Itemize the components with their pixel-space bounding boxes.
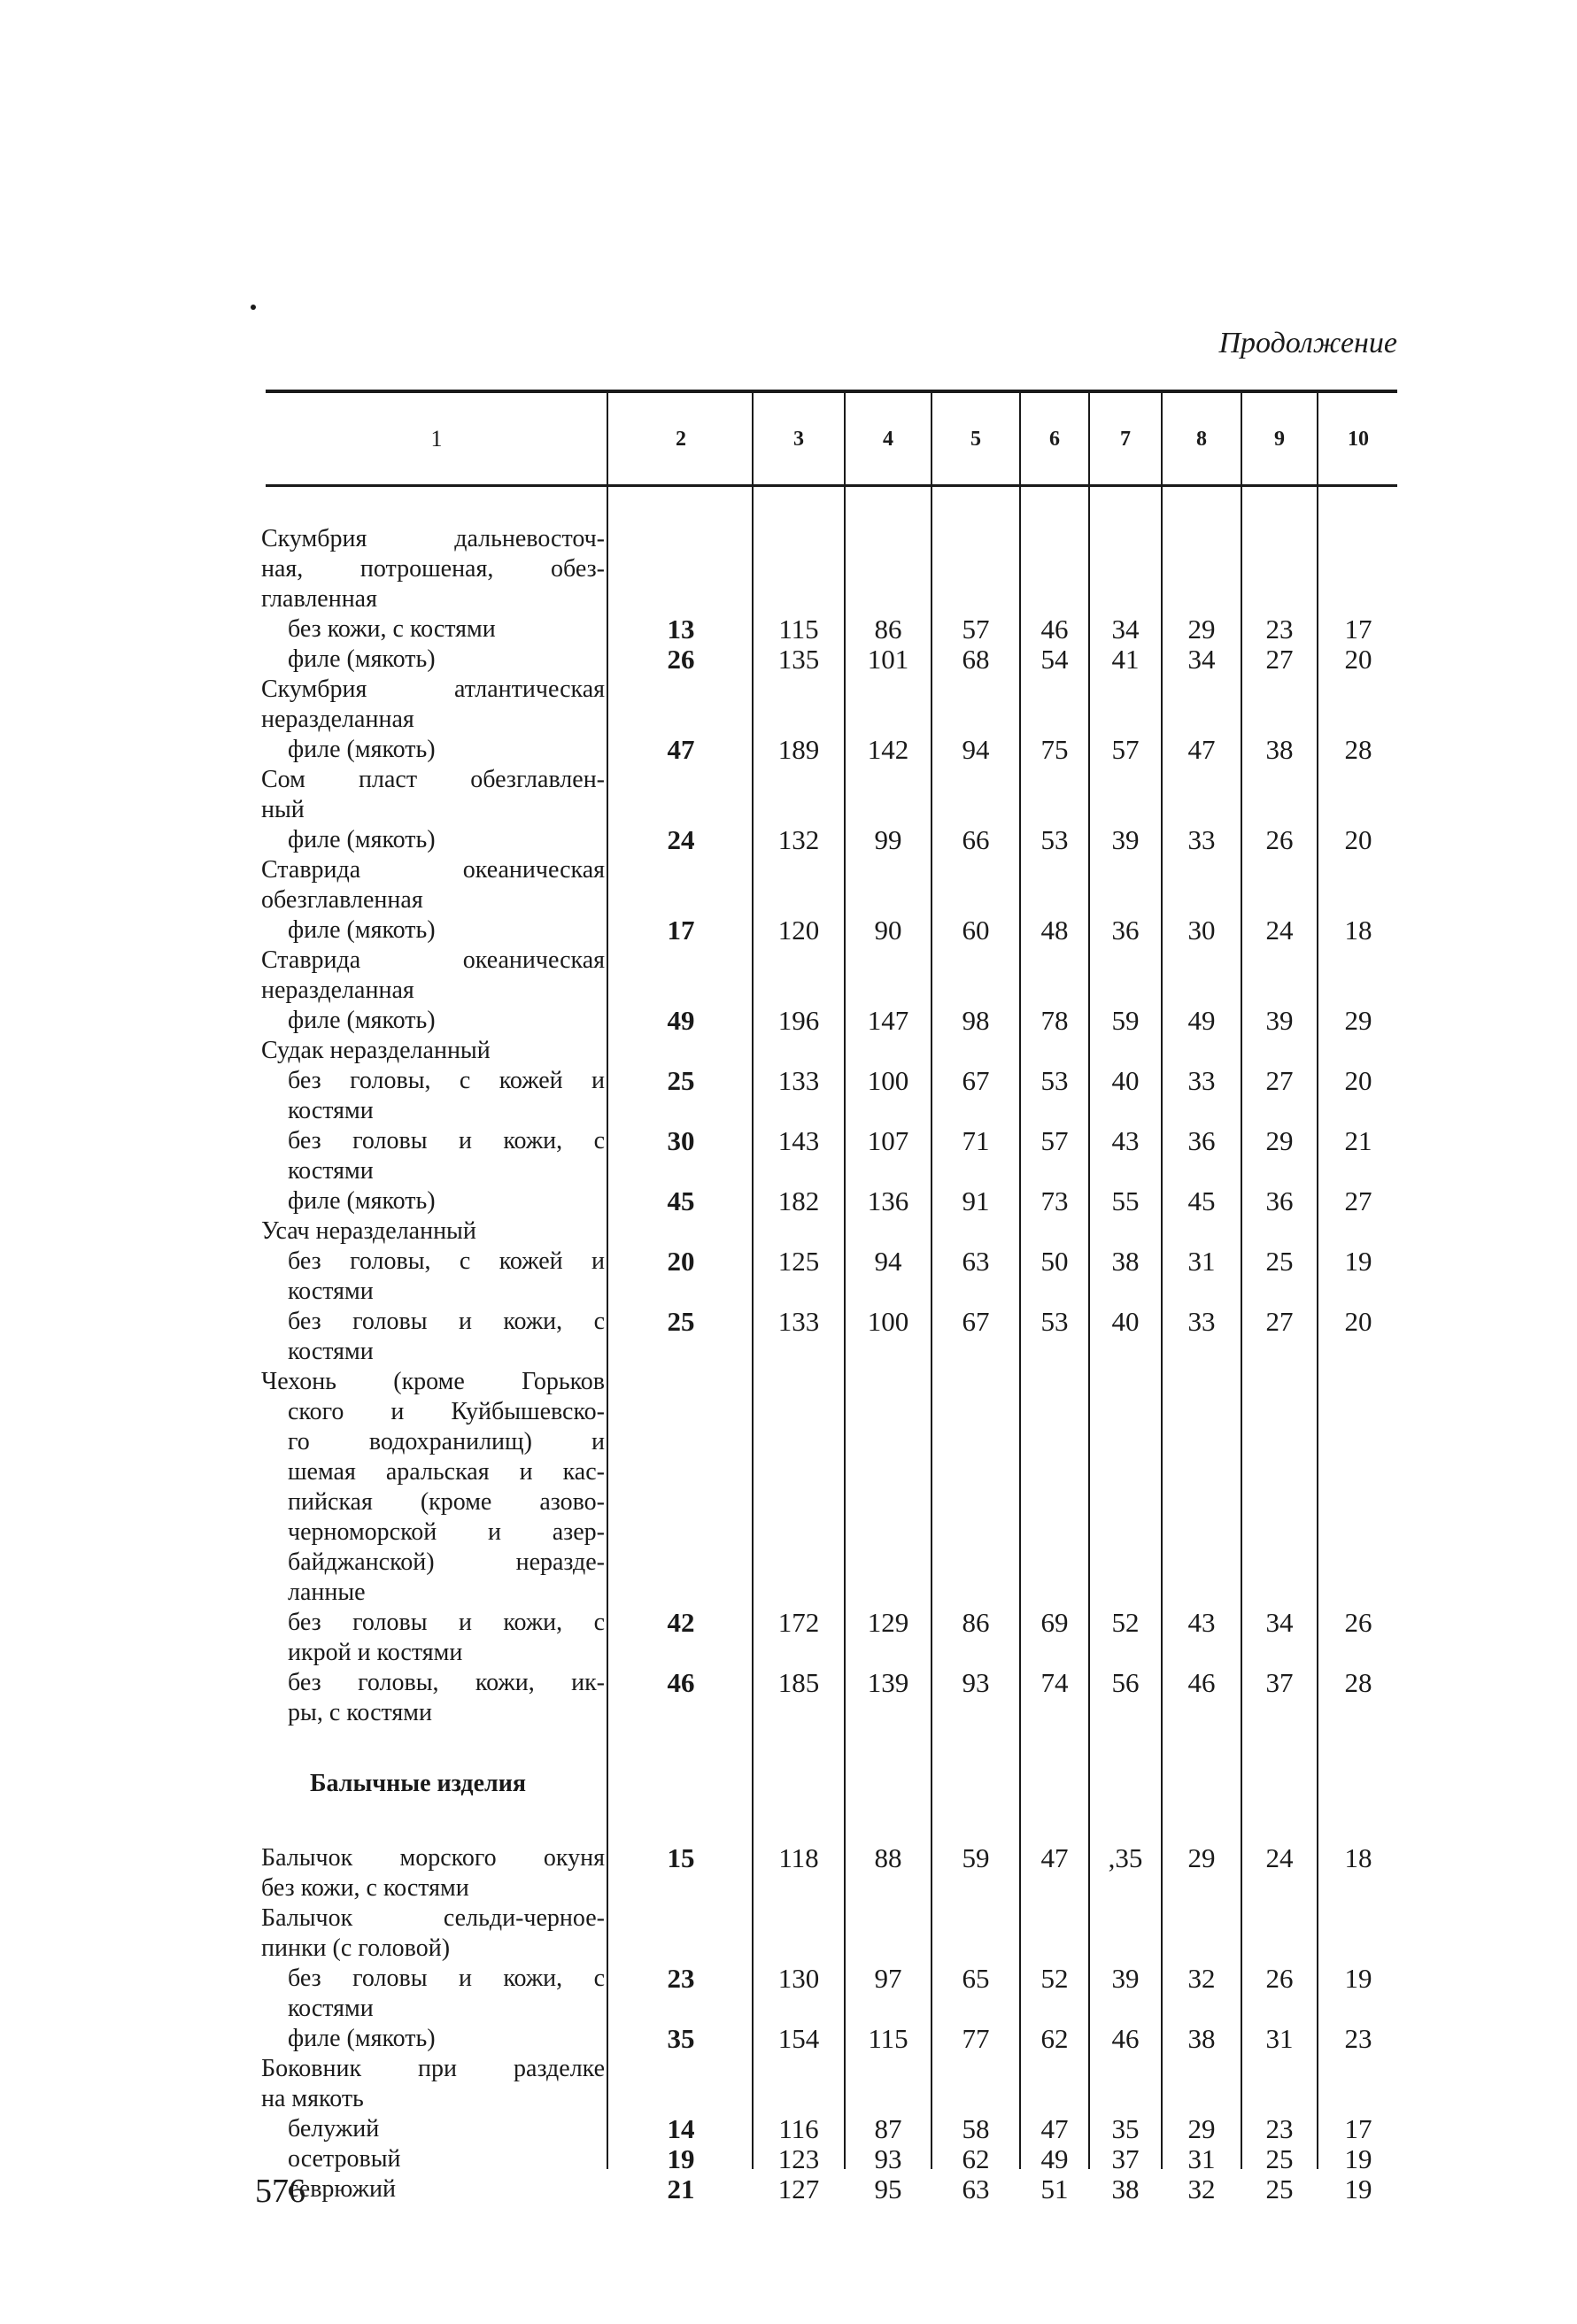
column-header-5: 5: [970, 428, 981, 451]
table-cell-col-8: 32: [1187, 1963, 1216, 1994]
row-label-line: филе (мякоть): [288, 1187, 436, 1215]
row-label-line: костями: [288, 1097, 374, 1124]
table-cell-col-5: 68: [962, 644, 990, 675]
table-cell-col-3: 132: [777, 824, 820, 855]
table-cell-col-6: 47: [1040, 2113, 1069, 2144]
table-cell-col-6: 73: [1040, 1185, 1069, 1216]
table-cell-col-7: 40: [1111, 1065, 1140, 1096]
table-cell-col-5: 67: [962, 1306, 990, 1337]
table-cell-col-8: 43: [1187, 1607, 1216, 1638]
table-cell-col-5: 63: [962, 1246, 990, 1277]
table-cell-col-5: 63: [962, 2173, 990, 2204]
row-label-line: костями: [288, 1278, 374, 1305]
table-cell-col-9: 23: [1265, 614, 1294, 645]
table-cell-col-8: 33: [1187, 1306, 1216, 1337]
table-cell-col-5: 71: [962, 1125, 990, 1156]
table-cell-col-4: 136: [867, 1185, 909, 1216]
column-header-8: 8: [1196, 428, 1207, 451]
row-label-line: черноморской и азер-: [288, 1518, 605, 1546]
table-cell-col-9: 34: [1265, 1607, 1294, 1638]
table-cell-col-8: 33: [1187, 1065, 1216, 1096]
table-cell-col-2: 30: [667, 1125, 695, 1156]
table-cell-col-5: 91: [962, 1185, 990, 1216]
table-cell-col-8: 47: [1187, 734, 1216, 765]
table-cell-col-3: 135: [777, 644, 820, 675]
table-cell-col-5: 67: [962, 1065, 990, 1096]
column-header-9: 9: [1274, 428, 1285, 451]
section-title: Балычные изделия: [310, 1770, 527, 1797]
table-cell-col-4: 115: [868, 2023, 908, 2054]
table-cell-col-3: 133: [777, 1306, 820, 1337]
table-cell-col-6: 50: [1040, 1246, 1069, 1277]
table-cell-col-9: 27: [1265, 1065, 1294, 1096]
table-cell-col-4: 139: [867, 1667, 909, 1698]
row-label-line: филе (мякоть): [288, 736, 436, 763]
row-label-line: севрюжий: [288, 2175, 396, 2203]
table-cell-col-8: 38: [1187, 2023, 1216, 2054]
row-label-line: без головы и кожи, с: [288, 1127, 605, 1154]
table-cell-col-2: 49: [667, 1005, 695, 1036]
row-label-line: костями: [288, 1338, 374, 1365]
column-header-10: 10: [1348, 428, 1369, 451]
row-label-line: неразделанная: [261, 706, 414, 733]
table-cell-col-7: 41: [1111, 644, 1140, 675]
table-cell-col-8: 29: [1187, 1842, 1216, 1873]
table-cell-col-7: ,35: [1108, 1842, 1143, 1873]
table-cell-col-3: 196: [777, 1005, 820, 1036]
row-label-line: белужий: [288, 2115, 380, 2143]
table-cell-col-6: 78: [1040, 1005, 1069, 1036]
table-cell-col-6: 51: [1040, 2173, 1069, 2204]
row-label-line: шемая аральская и кас-: [288, 1458, 605, 1486]
row-label-line: байджанской) нераздe-: [288, 1548, 605, 1576]
table-cell-col-3: 133: [777, 1065, 820, 1096]
row-label-line: костями: [288, 1995, 374, 2022]
table-cell-col-2: 20: [667, 1246, 695, 1277]
table-cell-col-6: 54: [1040, 644, 1069, 675]
table-cell-col-6: 75: [1040, 734, 1069, 765]
table-cell-col-4: 88: [874, 1842, 902, 1873]
table-cell-col-5: 94: [962, 734, 990, 765]
table-cell-col-2: 47: [667, 734, 695, 765]
table-cell-col-9: 38: [1265, 734, 1294, 765]
table-cell-col-9: 24: [1265, 1842, 1294, 1873]
table-cell-col-7: 43: [1111, 1125, 1140, 1156]
table-cell-col-5: 65: [962, 1963, 990, 1994]
table-cell-col-9: 26: [1265, 1963, 1294, 1994]
table-cell-col-7: 37: [1111, 2143, 1140, 2174]
row-label-line: Судак неразделанный: [261, 1037, 491, 1064]
table-cell-col-3: 182: [777, 1185, 820, 1216]
table-cell-col-4: 95: [874, 2173, 902, 2204]
table-cell-col-9: 26: [1265, 824, 1294, 855]
table-cell-col-7: 46: [1111, 2023, 1140, 2054]
table-cell-col-7: 38: [1111, 1246, 1140, 1277]
table-cell-col-10: 18: [1344, 915, 1372, 946]
table-cell-col-10: 19: [1344, 1246, 1372, 1277]
column-header-3: 3: [793, 428, 804, 451]
row-label-line: Ставрида океаническая: [261, 856, 605, 884]
column-header-6: 6: [1049, 428, 1060, 451]
table-top-rule: [266, 390, 1397, 393]
table-cell-col-2: 26: [667, 644, 695, 675]
table-cell-col-7: 57: [1111, 734, 1140, 765]
table-cell-col-5: 58: [962, 2113, 990, 2144]
table-cell-col-2: 35: [667, 2023, 695, 2054]
continuation-label: Продолжение: [1218, 327, 1397, 359]
row-label-line: Ставрида океаническая: [261, 946, 605, 974]
table-cell-col-7: 59: [1111, 1005, 1140, 1036]
table-cell-col-2: 19: [667, 2143, 695, 2174]
row-label-line: Боковник при разделке: [261, 2055, 605, 2082]
row-label-line: ная, потрошеная, обез-: [261, 555, 605, 583]
table-cell-col-10: 27: [1344, 1185, 1372, 1216]
table-cell-col-6: 48: [1040, 915, 1069, 946]
table-cell-col-5: 57: [962, 614, 990, 645]
table-cell-col-4: 101: [867, 644, 909, 675]
row-label-line: без головы, с кожей и: [288, 1247, 605, 1275]
row-label-line: ского и Куйбышевско-: [288, 1398, 605, 1425]
table-cell-col-8: 30: [1187, 915, 1216, 946]
table-cell-col-3: 154: [777, 2023, 820, 2054]
table-cell-col-10: 18: [1344, 1842, 1372, 1873]
row-label-line: Усач неразделанный: [261, 1217, 476, 1245]
table-cell-col-4: 94: [874, 1246, 902, 1277]
table-cell-col-8: 33: [1187, 824, 1216, 855]
row-label-line: обезглавленная: [261, 886, 423, 914]
row-label-line: Сом пласт обезглавлен-: [261, 766, 605, 793]
table-cell-col-2: 46: [667, 1667, 695, 1698]
row-label-line: Балычок сельди-черное-: [261, 1904, 605, 1932]
table-cell-col-3: 123: [777, 2143, 820, 2174]
table-cell-col-3: 143: [777, 1125, 820, 1156]
table-cell-col-2: 25: [667, 1065, 695, 1096]
table-cell-col-8: 45: [1187, 1185, 1216, 1216]
row-label-line: неразделанная: [261, 977, 414, 1004]
table-cell-col-2: 15: [667, 1842, 695, 1873]
row-label-line: Скумбрия дальневосточ-: [261, 525, 605, 552]
table-cell-col-10: 20: [1344, 824, 1372, 855]
row-label-line: ланные: [288, 1579, 366, 1606]
row-label-line: икрой и костями: [288, 1639, 463, 1666]
table-cell-col-3: 185: [777, 1667, 820, 1698]
table-cell-col-9: 25: [1265, 2143, 1294, 2174]
row-label-line: на мякоть: [261, 2085, 364, 2112]
table-cell-col-2: 24: [667, 824, 695, 855]
table-cell-col-4: 87: [874, 2113, 902, 2144]
table-cell-col-3: 116: [778, 2113, 819, 2144]
table-cell-col-7: 35: [1111, 2113, 1140, 2144]
table-cell-col-4: 97: [874, 1963, 902, 1994]
row-label-line: осетровый: [288, 2145, 401, 2173]
table-cell-col-10: 23: [1344, 2023, 1372, 2054]
table-cell-col-9: 27: [1265, 1306, 1294, 1337]
row-label-line: ный: [261, 796, 305, 823]
table-cell-col-4: 100: [867, 1065, 909, 1096]
table-cell-col-4: 142: [867, 734, 909, 765]
table-cell-col-5: 86: [962, 1607, 990, 1638]
table-cell-col-4: 90: [874, 915, 902, 946]
table-cell-col-3: 130: [777, 1963, 820, 1994]
row-label-line: главленная: [261, 585, 377, 613]
table-cell-col-10: 20: [1344, 644, 1372, 675]
table-cell-col-10: 17: [1344, 614, 1372, 645]
row-label-line: без головы и кожи, с: [288, 1965, 605, 1992]
table-cell-col-7: 52: [1111, 1607, 1140, 1638]
table-cell-col-5: 66: [962, 824, 990, 855]
table-cell-col-9: 27: [1265, 644, 1294, 675]
row-label-line: филе (мякоть): [288, 2025, 436, 2052]
table-cell-col-10: 19: [1344, 1963, 1372, 1994]
table-cell-col-8: 31: [1187, 1246, 1216, 1277]
table-cell-col-8: 36: [1187, 1125, 1216, 1156]
table-header-rule: [266, 484, 1397, 487]
table-cell-col-7: 39: [1111, 824, 1140, 855]
column-header-2: 2: [676, 428, 686, 451]
table-cell-col-7: 39: [1111, 1963, 1140, 1994]
table-cell-col-5: 59: [962, 1842, 990, 1873]
table-cell-col-6: 47: [1040, 1842, 1069, 1873]
table-cell-col-3: 127: [777, 2173, 820, 2204]
table-cell-col-10: 21: [1344, 1125, 1372, 1156]
table-cell-col-5: 60: [962, 915, 990, 946]
table-cell-col-8: 31: [1187, 2143, 1216, 2174]
table-cell-col-3: 125: [777, 1246, 820, 1277]
table-cell-col-2: 21: [667, 2173, 695, 2204]
table-cell-col-5: 98: [962, 1005, 990, 1036]
column-header-1: 1: [430, 426, 443, 452]
row-label-line: ры, с костями: [288, 1699, 432, 1726]
table-cell-col-10: 20: [1344, 1065, 1372, 1096]
table-cell-col-6: 52: [1040, 1963, 1069, 1994]
table-cell-col-6: 74: [1040, 1667, 1069, 1698]
table-cell-col-10: 28: [1344, 1667, 1372, 1698]
table-cell-col-10: 17: [1344, 2113, 1372, 2144]
table-cell-col-8: 49: [1187, 1005, 1216, 1036]
table-cell-col-10: 26: [1344, 1607, 1372, 1638]
table-cell-col-10: 28: [1344, 734, 1372, 765]
row-label-line: филе (мякоть): [288, 645, 436, 673]
row-label-line: без головы, с кожей и: [288, 1067, 605, 1094]
row-label-line: го водохранилищ) и: [288, 1428, 605, 1455]
table-cell-col-6: 46: [1040, 614, 1069, 645]
table-cell-col-10: 29: [1344, 1005, 1372, 1036]
row-label-line: филе (мякоть): [288, 916, 436, 944]
table-cell-col-3: 120: [777, 915, 820, 946]
table-cell-col-8: 46: [1187, 1667, 1216, 1698]
table-cell-col-6: 53: [1040, 1306, 1069, 1337]
row-label-line: пийская (кроме азово-: [288, 1488, 605, 1516]
table-cell-col-7: 40: [1111, 1306, 1140, 1337]
row-label-line: Чехонь (кроме Горьков: [261, 1368, 605, 1395]
row-label-line: костями: [288, 1157, 374, 1185]
table-cell-col-5: 62: [962, 2143, 990, 2174]
table-cell-col-7: 56: [1111, 1667, 1140, 1698]
column-header-4: 4: [883, 428, 893, 451]
row-label-line: Балычок морского окуня: [261, 1844, 605, 1872]
table-cell-col-4: 100: [867, 1306, 909, 1337]
row-label-line: без головы и кожи, с: [288, 1308, 605, 1335]
table-cell-col-6: 53: [1040, 824, 1069, 855]
table-cell-col-9: 23: [1265, 2113, 1294, 2144]
table-cell-col-4: 93: [874, 2143, 902, 2174]
table-cell-col-2: 42: [667, 1607, 695, 1638]
table-cell-col-9: 31: [1265, 2023, 1294, 2054]
column-header-7: 7: [1120, 428, 1131, 451]
table-cell-col-6: 69: [1040, 1607, 1069, 1638]
table-cell-col-8: 32: [1187, 2173, 1216, 2204]
table-cell-col-7: 34: [1111, 614, 1140, 645]
row-label-line: без головы и кожи, с: [288, 1609, 605, 1636]
table-cell-col-2: 14: [667, 2113, 695, 2144]
table-cell-col-5: 93: [962, 1667, 990, 1698]
table-cell-col-2: 17: [667, 915, 695, 946]
table-cell-col-10: 19: [1344, 2173, 1372, 2204]
table-cell-col-6: 49: [1040, 2143, 1069, 2174]
table-cell-col-4: 147: [867, 1005, 909, 1036]
row-label-line: филе (мякоть): [288, 826, 436, 853]
table-cell-col-9: 25: [1265, 1246, 1294, 1277]
table-cell-col-9: 37: [1265, 1667, 1294, 1698]
table-cell-col-4: 86: [874, 614, 902, 645]
table-cell-col-10: 19: [1344, 2143, 1372, 2174]
table-cell-col-9: 25: [1265, 2173, 1294, 2204]
table-cell-col-4: 99: [874, 824, 902, 855]
table-cell-col-3: 172: [777, 1607, 820, 1638]
table-cell-col-3: 118: [778, 1842, 819, 1873]
table-cell-col-2: 45: [667, 1185, 695, 1216]
row-label-line: без кожи, с костями: [288, 615, 496, 643]
table-cell-col-6: 62: [1040, 2023, 1069, 2054]
table-cell-col-3: 115: [778, 614, 819, 645]
table-cell-col-8: 29: [1187, 2113, 1216, 2144]
table-cell-col-7: 55: [1111, 1185, 1140, 1216]
table-cell-col-10: 20: [1344, 1306, 1372, 1337]
table-cell-col-6: 57: [1040, 1125, 1069, 1156]
table-cell-col-9: 39: [1265, 1005, 1294, 1036]
page-number: 576: [255, 2173, 305, 2210]
table-cell-col-9: 24: [1265, 915, 1294, 946]
row-label-line: филе (мякоть): [288, 1007, 436, 1034]
table-cell-col-6: 53: [1040, 1065, 1069, 1096]
row-label-line: пинки (с головой): [261, 1934, 451, 1962]
table-cell-col-3: 189: [777, 734, 820, 765]
table-cell-col-9: 29: [1265, 1125, 1294, 1156]
table-cell-col-4: 129: [867, 1607, 909, 1638]
table-cell-col-5: 77: [962, 2023, 990, 2054]
table-cell-col-7: 36: [1111, 915, 1140, 946]
row-label-line: без головы, кожи, ик-: [288, 1669, 605, 1696]
table-cell-col-7: 38: [1111, 2173, 1140, 2204]
table-cell-col-4: 107: [867, 1125, 909, 1156]
table-cell-col-9: 36: [1265, 1185, 1294, 1216]
table-cell-col-8: 34: [1187, 644, 1216, 675]
table-cell-col-2: 23: [667, 1963, 695, 1994]
table-cell-col-2: 25: [667, 1306, 695, 1337]
table-cell-col-2: 13: [667, 614, 695, 645]
row-label-line: без кожи, с костями: [261, 1874, 469, 1902]
stray-dot-mark: [251, 305, 256, 310]
table-cell-col-8: 29: [1187, 614, 1216, 645]
row-label-line: Скумбрия атлантическая: [261, 676, 605, 703]
